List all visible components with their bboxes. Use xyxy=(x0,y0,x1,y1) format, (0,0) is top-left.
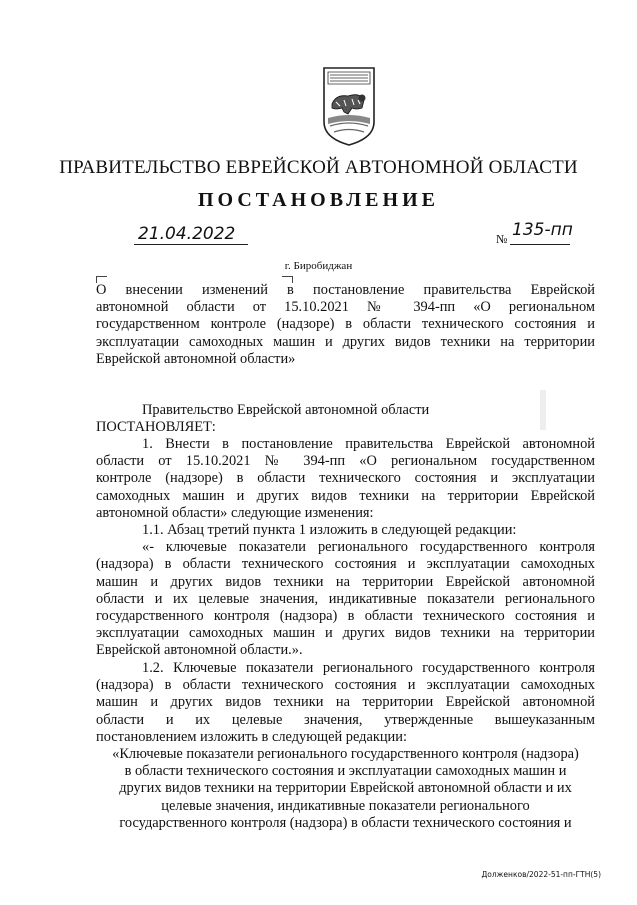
item-1-1-line: «- ключевые показатели регионального государственного контроля xyxy=(142,539,595,556)
government-name: ПРАВИТЕЛЬСТВО ЕВРЕЙСКОЙ АВТОНОМНОЙ ОБЛАСТИ xyxy=(59,157,578,178)
appendix-title-line: «Ключевые показатели регионального государственного контроля (надзора) xyxy=(112,746,579,762)
subject-line: Еврейской автономной области» xyxy=(96,350,296,367)
subject-line: государственном контроле (надзоре) в области технического состояния и xyxy=(96,316,595,333)
handwritten-date: 21.04.2022 xyxy=(138,224,236,244)
appendix-title-line: целевые значения, индикативные показатели регионального xyxy=(161,797,530,814)
coat-of-arms-icon xyxy=(318,64,380,148)
number-underline xyxy=(510,244,570,245)
subject-line: О внесении изменений в постановление правительства Еврейской xyxy=(96,282,595,298)
city-name: г. Биробиджан xyxy=(284,260,353,272)
subject-block xyxy=(96,282,595,368)
preamble-line: ПОСТАНОВЛЯЕТ: xyxy=(96,419,216,436)
item-1-1-line: (надзора) в области технического состояния и эксплуатации самоходных xyxy=(96,556,595,573)
item-1-1-line: машин и других видов техники на территории Еврейской автономной xyxy=(96,573,595,590)
item-1-2-line: области и их целевые значения, утвержденные вышеуказанным xyxy=(96,711,595,728)
subject-line: эксплуатации самоходных машин и других видов техники на территории xyxy=(96,333,595,350)
item-1-2-line: 1.2. Ключевые показатели регионального государственного контроля xyxy=(142,660,595,676)
item-1-2-line: постановлением изложить в следующей редакции: xyxy=(96,728,407,745)
item-1-2-line: (надзора) в области технического состояния и эксплуатации самоходных xyxy=(96,677,595,694)
item-1-1-line: государственного контроля (надзора) в области технического состояния и xyxy=(96,608,595,625)
subject-line: автономной области от 15.10.2021 № 394-пп «О региональном xyxy=(96,299,595,316)
item-1-line: автономной области» следующие изменения: xyxy=(96,504,374,521)
item-1-1-line: 1.1. Абзац третий пункта 1 изложить в следующей редакции: xyxy=(142,522,517,538)
preamble-line: Правительство Еврейской автономной области xyxy=(142,402,430,418)
item-1-block xyxy=(96,436,595,522)
item-1-line: контроле (надзоре) в области технического состояния и эксплуатации xyxy=(96,470,595,487)
number-label: № xyxy=(496,232,508,246)
item-1-1-block xyxy=(96,522,595,660)
item-1-1-line: эксплуатации самоходных машин и других видов техники на территории xyxy=(96,625,595,642)
item-1-line: области от 15.10.2021 № 394-пп «О региональном государственном xyxy=(96,453,595,470)
preamble-block xyxy=(96,402,595,436)
appendix-title-block xyxy=(96,746,595,832)
item-1-line: 1. Внести в постановление правительства Еврейской автономной xyxy=(142,436,595,452)
footer-document-code: Долженков/2022-51-пп-ГТН(5) xyxy=(481,870,601,879)
appendix-title-line: других видов техники на территории Еврейской автономной области и их xyxy=(119,780,572,797)
date-underline xyxy=(134,244,248,245)
item-1-1-line: Еврейской автономной области.». xyxy=(96,642,303,659)
item-1-2-block xyxy=(96,660,595,746)
appendix-title-line: в области технического состояния и эксплуатации самоходных машин и xyxy=(124,763,567,780)
item-1-1-line: области и их целевые значения, индикативные показатели регионального xyxy=(96,590,595,607)
appendix-title-line: государственного контроля (надзора) в области технического состояния и xyxy=(119,814,572,831)
item-1-2-line: машин и других видов техники на территории Еврейской автономной xyxy=(96,694,595,711)
document-type-title: ПОСТАНОВЛЕНИЕ xyxy=(198,189,439,211)
item-1-line: самоходных машин и других видов техники на территории Еврейской xyxy=(96,487,595,504)
handwritten-number: 135-пп xyxy=(512,220,573,240)
